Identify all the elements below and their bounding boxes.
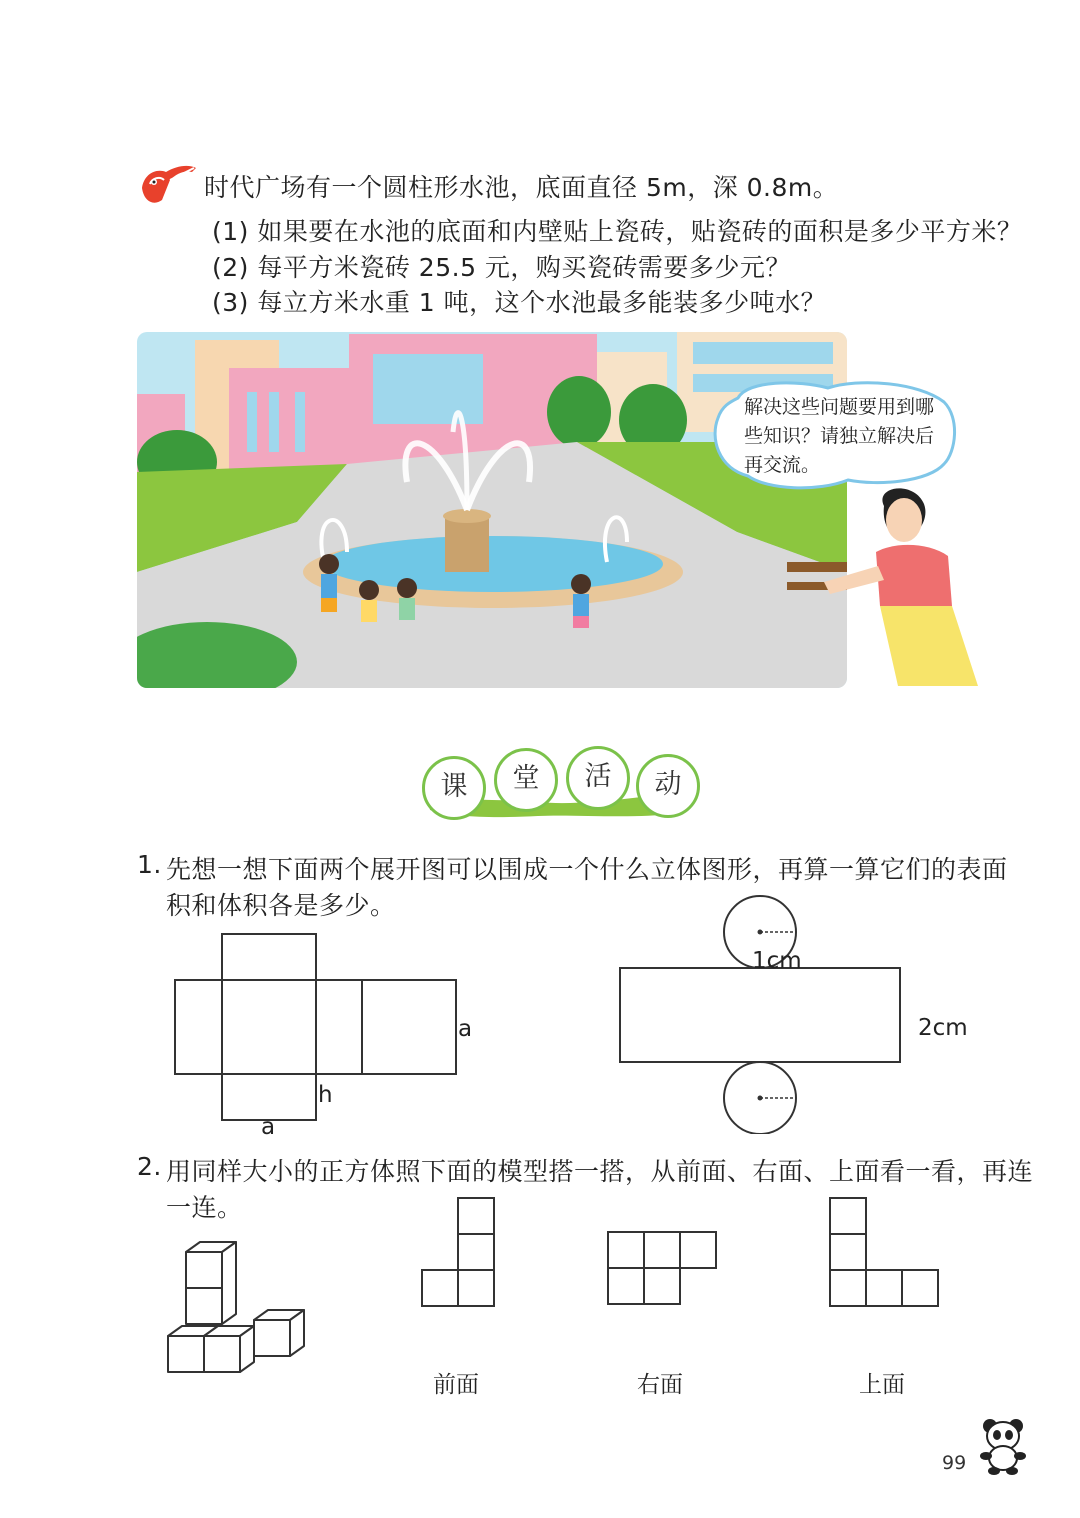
question-2: (2) 每平方米瓷砖 25.5 元，购买瓷砖需要多少元？ [212, 253, 791, 282]
cube-net-label-h: h [318, 1082, 333, 1108]
question-1: (1) 如果要在水池的底面和内壁贴上瓷砖，贴瓷砖的面积是多少平方米？ [212, 217, 1023, 246]
activity-2-line-1: 用同样大小的正方体照下面的模型搭一搭，从前面、右面、上面看一看，再连 [166, 1157, 1034, 1186]
cube-model-diagram [164, 1240, 310, 1380]
front-view-label: 前面 [433, 1372, 479, 1398]
question-3: (3) 每立方米水重 1 吨，这个水池最多能装多少吨水？ [212, 288, 827, 317]
banner-char-4: 动 [636, 754, 700, 818]
cylinder-net-radius-label: 1cm [752, 948, 802, 974]
panda-icon [976, 1416, 1030, 1476]
activity-2-number: 2. [137, 1152, 162, 1181]
right-view-diagram [606, 1230, 720, 1306]
banner-char-1: 课 [422, 756, 486, 820]
teacher-figure [824, 486, 980, 690]
speech-bubble-text: 解决这些问题要用到哪些知识？请独立解决后再交流。 [744, 396, 935, 476]
banner-char-2: 堂 [494, 748, 558, 812]
top-view-label: 上面 [859, 1372, 905, 1398]
right-view-label: 右面 [637, 1372, 683, 1398]
cylinder-net-height-label: 2cm [918, 1015, 968, 1041]
banner-char-3: 活 [566, 746, 630, 810]
front-view-diagram [420, 1196, 500, 1308]
activity-1-line-2: 积和体积各是多少。 [166, 891, 396, 920]
problem-intro: 时代广场有一个圆柱形水池，底面直径 5m，深 0.8m。 [204, 173, 839, 202]
activity-2-line-2: 一连。 [166, 1193, 243, 1222]
activity-1-number: 1. [137, 850, 162, 879]
cylinder-net-diagram [610, 894, 910, 1134]
cube-net-label-a-bottom: a [261, 1114, 276, 1140]
page-number: 99 [942, 1452, 967, 1474]
classroom-activity-banner [418, 748, 698, 820]
cube-net-label-a: a [458, 1016, 473, 1042]
top-view-diagram [828, 1196, 942, 1308]
activity-1-line-1: 先想一想下面两个展开图可以围成一个什么立体图形，再算一算它们的表面 [166, 855, 1008, 884]
pencil-mascot-icon [136, 160, 200, 212]
